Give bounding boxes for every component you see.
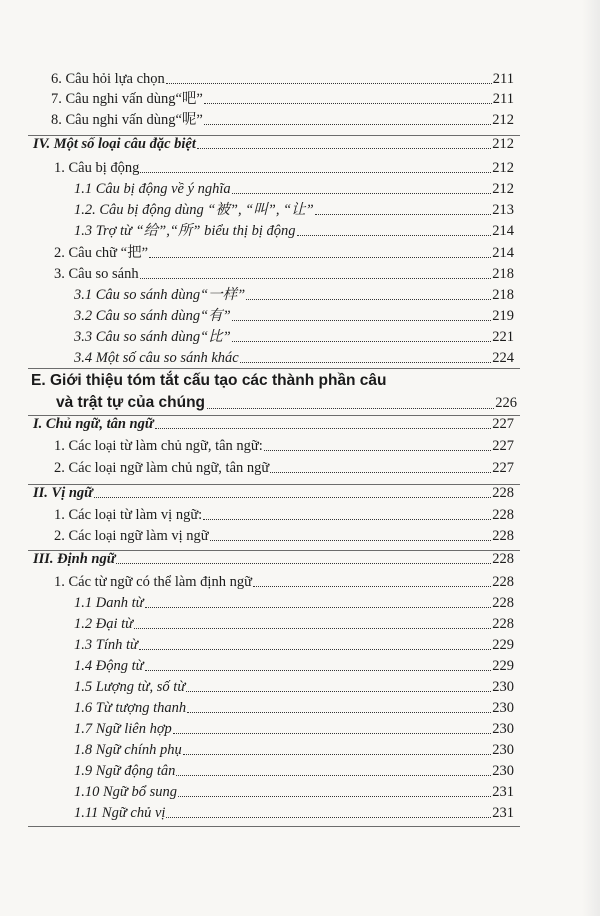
- toc-entry: [74, 287, 514, 304]
- toc-entry-label: I. Chủ ngữ, tân ngữ: [33, 416, 154, 432]
- toc-entry-page: 229: [492, 637, 514, 653]
- toc-entry-label: 1.10 Ngữ bổ sung: [74, 784, 177, 800]
- toc-entry-page: 214: [492, 223, 514, 239]
- toc-entry-page: 227: [492, 416, 514, 432]
- leader-dots: [94, 496, 491, 498]
- leader-dots: [264, 449, 491, 451]
- toc-entry-page: 228: [492, 551, 514, 567]
- leader-dots: [178, 795, 491, 797]
- toc-entry: [54, 528, 514, 545]
- toc-entry-label: 1.1 Câu bị động về ý nghĩa: [74, 181, 231, 197]
- toc-entry: [74, 637, 514, 654]
- toc-entry: [74, 784, 514, 801]
- leader-dots: [176, 774, 491, 776]
- toc-entry-label: 1. Các từ ngữ có thể làm định ngữ: [54, 574, 252, 590]
- toc-entry: [54, 266, 514, 283]
- leader-dots: [204, 102, 492, 104]
- leader-dots: [134, 627, 491, 629]
- toc-entry-label: 2. Câu chữ “把”: [54, 245, 149, 261]
- toc-entry-label: IV. Một số loại câu đặc biệt: [33, 136, 196, 152]
- toc-entry-label: 1.3 Trợ từ “给”,“所” biểu thị bị động: [74, 223, 296, 239]
- toc-entry: [54, 507, 514, 524]
- toc-entry-page: 212: [492, 160, 514, 176]
- leader-dots: [166, 816, 491, 818]
- toc-entry-label: 1.8 Ngữ chính phụ: [74, 742, 182, 758]
- leader-dots: [183, 753, 491, 755]
- toc-entry-label: 3.1 Câu so sánh dùng“一样”: [74, 287, 246, 303]
- toc-entry-label: 1.11 Ngữ chủ vị: [74, 805, 166, 821]
- section-heading-e-line1: E. Giới thiệu tóm tắt cấu tạo các thành phần câu: [31, 372, 387, 389]
- leader-dots: [232, 340, 492, 342]
- toc-entry-page: 227: [492, 460, 514, 476]
- toc-entry-page: 212: [492, 112, 514, 128]
- toc-entry: [74, 742, 514, 759]
- toc-entry-page: 214: [492, 245, 514, 261]
- toc-entry-page: 219: [492, 308, 514, 324]
- toc-entry-page: 218: [492, 287, 514, 303]
- section-heading-e-line2-row: [56, 392, 517, 414]
- section-heading-e-line2: và trật tự của chúng: [56, 394, 206, 411]
- toc-entry-label: 1.5 Lượng từ, số từ: [74, 679, 186, 695]
- leader-dots: [207, 407, 494, 409]
- toc-entry-page: 226: [495, 395, 517, 411]
- toc-entry-page: 227: [492, 438, 514, 454]
- toc-entry-label: 3.4 Một số câu so sánh khác: [74, 350, 239, 366]
- toc-entry: [54, 245, 514, 262]
- toc-entry-page: 228: [492, 616, 514, 632]
- section-divider: [28, 415, 520, 416]
- toc-entry-label: 7. Câu nghi vấn dùng“吧”: [51, 91, 203, 107]
- toc-entry-label: 8. Câu nghi vấn dùng“呢”: [51, 112, 203, 128]
- toc-entry-label: 1. Các loại từ làm chủ ngữ, tân ngữ:: [54, 438, 263, 454]
- section-divider: [28, 135, 520, 136]
- toc-entry-page: 231: [492, 784, 514, 800]
- toc-entry: [74, 700, 514, 717]
- toc-entry-label: 1.6 Từ tượng thanh: [74, 700, 187, 716]
- toc-section-iii: [33, 551, 514, 568]
- toc-entry-label: 3.3 Câu so sánh dùng“比”: [74, 329, 231, 345]
- toc-entry: [74, 350, 514, 367]
- toc-entry-page: 228: [492, 595, 514, 611]
- toc-entry-page: 221: [492, 329, 514, 345]
- leader-dots: [173, 732, 491, 734]
- toc-entry-label: 3. Câu so sánh: [54, 266, 139, 282]
- toc-entry-page: 224: [492, 350, 514, 366]
- toc-entry-label: 2. Các loại ngữ làm vị ngữ: [54, 528, 209, 544]
- toc-section-ii: [33, 485, 514, 502]
- leader-dots: [155, 427, 492, 429]
- toc-entry-label: 6. Câu hỏi lựa chọn: [51, 71, 165, 87]
- toc-entry: [74, 721, 514, 738]
- leader-dots: [315, 213, 492, 215]
- leader-dots: [140, 171, 491, 173]
- leader-dots: [166, 82, 492, 84]
- toc-entry-label: 1. Các loại từ làm vị ngữ:: [54, 507, 203, 523]
- leader-dots: [186, 690, 491, 692]
- section-divider: [28, 550, 520, 551]
- toc-entry-page: 228: [492, 528, 514, 544]
- toc-entry: [74, 329, 514, 346]
- toc-entry-page: 218: [492, 266, 514, 282]
- toc-entry-page: 211: [492, 91, 514, 107]
- toc-entry: [74, 181, 514, 198]
- toc-entry-page: 228: [492, 574, 514, 590]
- toc-entry-label: 3.2 Câu so sánh dùng“有”: [74, 308, 231, 324]
- leader-dots: [139, 648, 491, 650]
- leader-dots: [210, 539, 492, 541]
- leader-dots: [197, 147, 491, 149]
- section-divider: [28, 368, 520, 369]
- toc-entry-label: 2. Các loại ngữ làm chủ ngữ, tân ngữ: [54, 460, 270, 476]
- toc-entry-page: 231: [492, 805, 514, 821]
- toc-entry: [51, 91, 514, 108]
- leader-dots: [297, 234, 492, 236]
- toc-entry-page: 212: [492, 181, 514, 197]
- toc-entry: [74, 595, 514, 612]
- toc-entry: [74, 805, 514, 822]
- leader-dots: [253, 585, 491, 587]
- toc-entry: [74, 223, 514, 240]
- leader-dots: [232, 319, 492, 321]
- leader-dots: [204, 123, 491, 125]
- toc-entry: [54, 438, 514, 455]
- leader-dots: [145, 669, 492, 671]
- toc-entry-page: 228: [492, 485, 514, 501]
- toc-entry-page: 230: [492, 679, 514, 695]
- toc-entry: [51, 112, 514, 129]
- toc-entry-page: 228: [492, 507, 514, 523]
- section-divider: [28, 484, 520, 485]
- toc-entry: [74, 202, 514, 219]
- toc-entry: [74, 308, 514, 325]
- toc-entry-page: 230: [492, 700, 514, 716]
- toc-entry: [51, 71, 514, 88]
- toc-entry-page: 213: [492, 202, 514, 218]
- toc-entry-label: 1.2 Đại từ: [74, 616, 134, 632]
- leader-dots: [140, 277, 492, 279]
- toc-entry-label: 1.9 Ngữ động tân: [74, 763, 176, 779]
- leader-dots: [240, 361, 492, 363]
- leader-dots: [149, 256, 491, 258]
- toc-entry-label: III. Định ngữ: [33, 551, 116, 567]
- toc-entry-label: 1.3 Tính từ: [74, 637, 138, 653]
- leader-dots: [187, 711, 491, 713]
- toc-entry: [74, 679, 514, 696]
- leader-dots: [246, 298, 491, 300]
- toc-section-iv: [33, 136, 514, 153]
- toc-entry-label: 1.4 Động từ: [74, 658, 144, 674]
- leader-dots: [145, 606, 492, 608]
- toc-entry: [74, 658, 514, 675]
- leader-dots: [270, 471, 491, 473]
- toc-entry-page: 230: [492, 742, 514, 758]
- toc-entry-page: 212: [492, 136, 514, 152]
- toc-entry: [74, 616, 514, 633]
- toc-entry-label: 1.2. Câu bị động dùng “被”, “叫”, “让”: [74, 202, 314, 218]
- leader-dots: [116, 562, 491, 564]
- toc-entry-label: 1. Câu bị động: [54, 160, 140, 176]
- toc-entry-label: 1.1 Danh từ: [74, 595, 144, 611]
- toc-entry-page: 211: [492, 71, 514, 87]
- toc-entry: [54, 160, 514, 177]
- toc-section-i: [33, 416, 514, 433]
- leader-dots: [203, 518, 491, 520]
- section-heading-e: [31, 370, 517, 414]
- toc-entry: [54, 574, 514, 591]
- toc-entry-label: 1.7 Ngữ liên hợp: [74, 721, 172, 737]
- toc-entry-label: II. Vị ngữ: [33, 485, 93, 501]
- leader-dots: [232, 192, 492, 194]
- section-divider: [28, 826, 520, 827]
- toc-entry: [74, 763, 514, 780]
- toc-entry: [54, 460, 514, 477]
- toc-entry-page: 229: [492, 658, 514, 674]
- toc-entry-page: 230: [492, 763, 514, 779]
- toc-entry-page: 230: [492, 721, 514, 737]
